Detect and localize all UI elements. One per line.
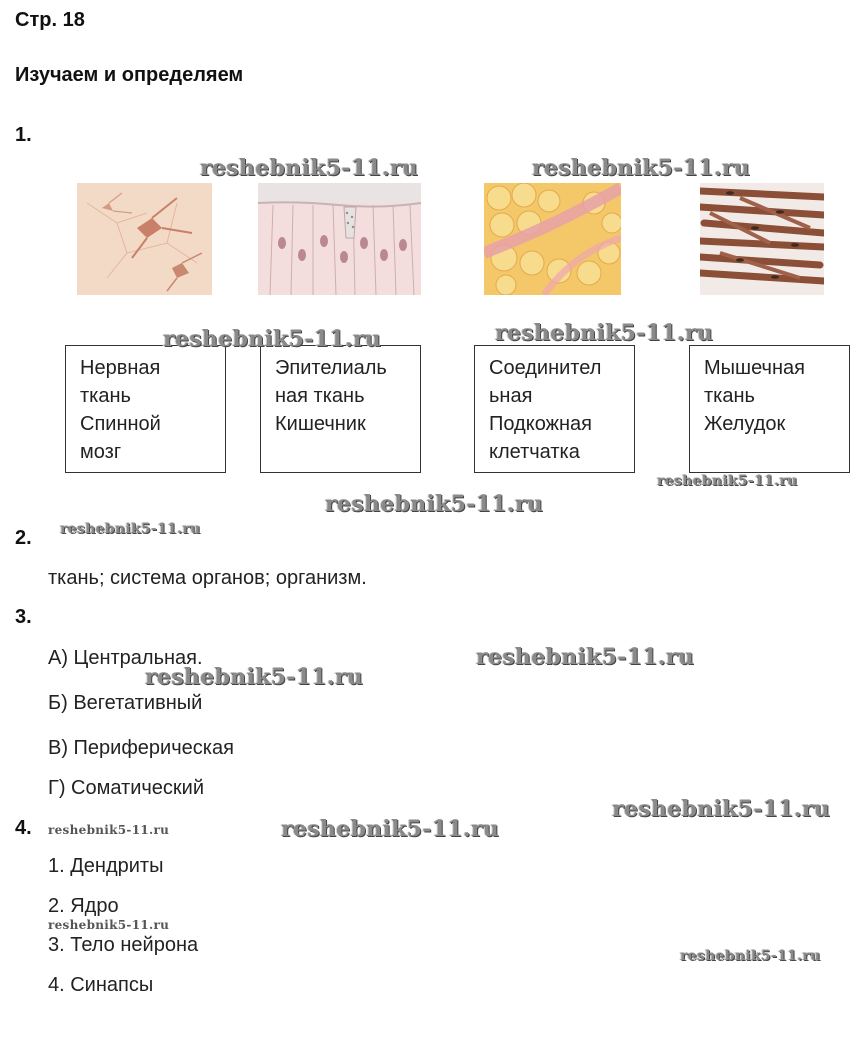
question-2-number: 2. [15,527,32,549]
answer-box-epithelial: Эпителиаль ная ткань Кишечник [260,345,421,473]
question-3-answer-c: В) Периферическая [48,737,234,759]
watermark: reshebnik5-11.ru [657,473,798,489]
question-3-number: 3. [15,606,32,628]
watermark: reshebnik5-11.ru [200,155,419,181]
page-header: Стр. 18 [15,9,85,31]
section-title: Изучаем и определяем [15,64,244,86]
watermark: reshebnik5-11.ru [60,521,201,537]
watermark: reshebnik5-11.ru [532,155,751,181]
answer-box-connective: Соединител ьная Подкожная клетчатка [474,345,635,473]
watermark: reshebnik5-11.ru [680,948,821,964]
question-4-answer-2: 2. Ядро [48,895,119,917]
question-4-answer-1: 1. Дендриты [48,855,164,877]
nerve-tissue-image [77,183,212,295]
watermark: reshebnik5-11.ru [145,664,364,690]
answer-box-muscle: Мышечная ткань Желудок [689,345,850,473]
muscle-tissue-image [700,183,824,295]
question-2-answer: ткань; система органов; организм. [48,567,367,589]
epithelial-tissue-image [258,183,421,295]
watermark: reshebnik5-11.ru [325,491,544,517]
watermark: reshebnik5-11.ru [163,326,382,352]
question-3-answer-d: Г) Соматический [48,777,205,799]
question-3-answer-a: А) Центральная. [48,647,203,669]
watermark: reshebnik5-11.ru [281,816,500,842]
question-3-answer-b: Б) Вегетативный [48,692,203,714]
question-4-answer-4: 4. Синапсы [48,974,154,996]
watermark: reshebnik5-11.ru [48,918,170,932]
answer-box-nerve: Нервная ткань Спинной мозг [65,345,226,473]
question-4-number: 4. [15,817,32,839]
question-4-answer-3: 3. Тело нейрона [48,934,199,956]
watermark: reshebnik5-11.ru [495,320,714,346]
watermark: reshebnik5-11.ru [48,823,170,837]
watermark: reshebnik5-11.ru [612,796,831,822]
connective-tissue-image [484,183,621,295]
watermark: reshebnik5-11.ru [476,644,695,670]
question-1-number: 1. [15,124,32,146]
